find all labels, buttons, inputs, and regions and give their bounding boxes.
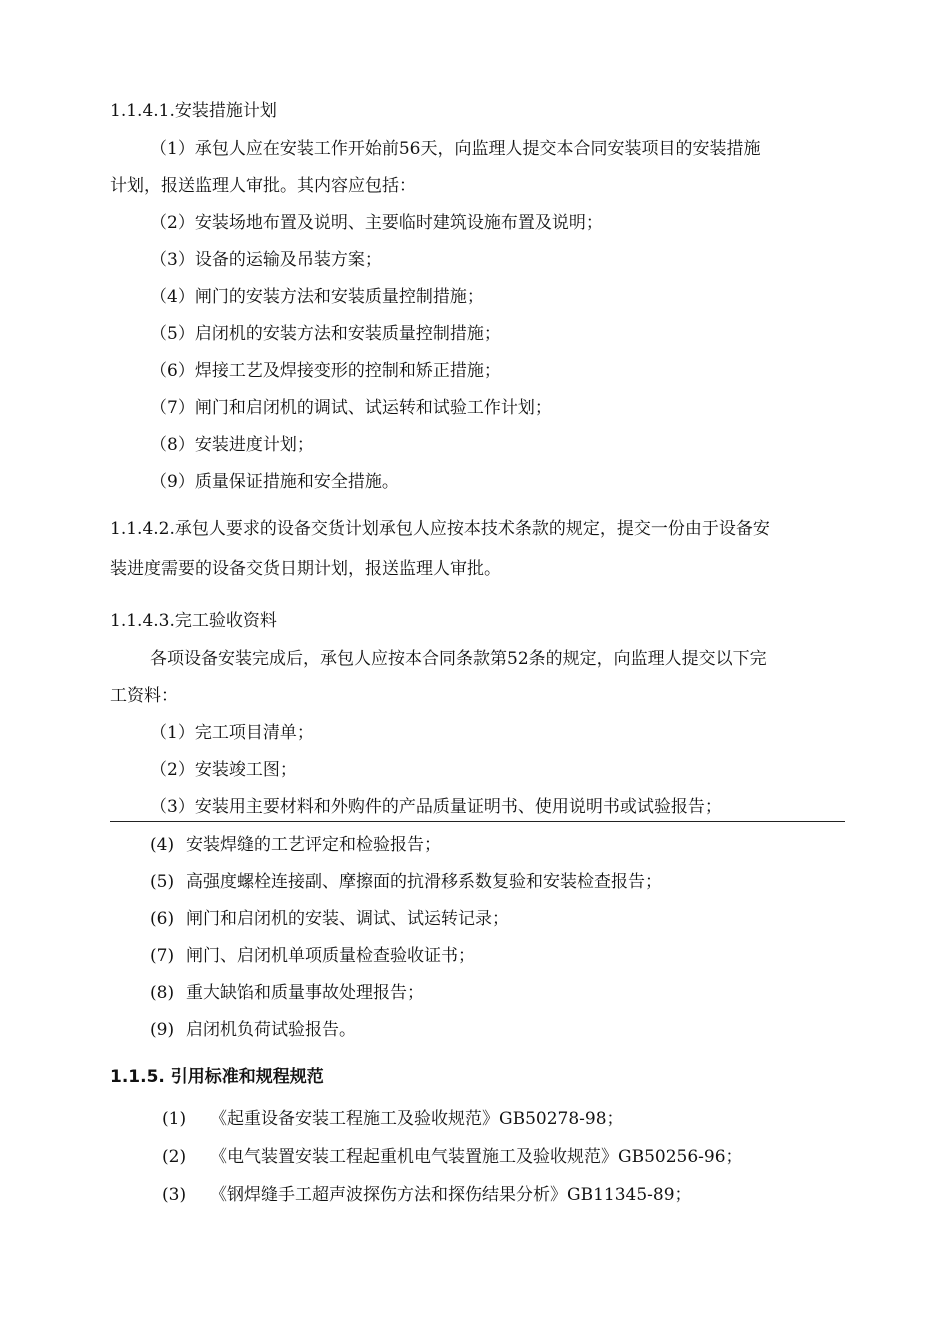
list-item: 闸门和启闭机的安装、调试、试运转记录； <box>186 909 509 929</box>
list-item-number: (6) <box>150 909 175 929</box>
list-item: 闸门、启闭机单项质量检查验收证书； <box>186 946 475 966</box>
list-item: 重大缺馅和质量事故处理报告； <box>186 983 424 1003</box>
section-heading-1141: 1.1.4.1.安装措施计划 <box>110 101 277 121</box>
list-item-number: (9) <box>150 1020 175 1040</box>
list-item: 启闭机负荷试验报告。 <box>186 1020 356 1040</box>
section-heading-1143: 1.1.4.3.完工验收资料 <box>110 611 277 631</box>
reference-item: 《电气装置安装工程起重机电气装置施工及验收规范》GB50256-96； <box>210 1147 743 1167</box>
list-item-number: (5) <box>150 872 175 892</box>
paragraph-line: 各项设备安装完成后，承包人应按本合同条款第52条的规定，向监理人提交以下完 <box>150 649 767 669</box>
list-item: （7）闸门和启闭机的调试、试运转和试验工作计划； <box>150 398 552 418</box>
reference-item: 《起重设备安装工程施工及验收规范》GB50278-98； <box>210 1109 624 1129</box>
paragraph-line: 计划，报送监理人审批。其内容应包括： <box>110 176 416 196</box>
list-item: （3）安装用主要材料和外购件的产品质量证明书、使用说明书或试验报告； <box>150 797 722 817</box>
list-item: （3）设备的运输及吊装方案； <box>150 250 382 270</box>
list-item-number: (8) <box>150 983 175 1003</box>
list-item: 安装焊缝的工艺评定和检验报告； <box>186 835 441 855</box>
reference-item: 《钢焊缝手工超声波探伤方法和探伤结果分析》GB11345-89； <box>210 1185 692 1205</box>
list-item-number: (7) <box>150 946 175 966</box>
reference-number: (3) <box>162 1185 187 1205</box>
paragraph-line: （1）承包人应在安装工作开始前56天，向监理人提交本合同安装项目的安装措施 <box>150 139 761 159</box>
list-item-number: (4) <box>150 835 175 855</box>
paragraph-line: 工资料： <box>110 686 178 706</box>
list-item: （8）安装进度计划； <box>150 435 314 455</box>
list-item: （1）完工项目清单； <box>150 723 314 743</box>
list-item: （6）焊接工艺及焊接变形的控制和矫正措施； <box>150 361 501 381</box>
list-item: （5）启闭机的安装方法和安装质量控制措施； <box>150 324 501 344</box>
reference-number: (2) <box>162 1147 187 1167</box>
list-item: （2）安装场地布置及说明、主要临时建筑设施布置及说明； <box>150 213 603 233</box>
list-item: （2）安装竣工图； <box>150 760 297 780</box>
list-item: 高强度螺栓连接副、摩擦面的抗滑移系数复验和安装检查报告； <box>186 872 662 892</box>
paragraph-line: 装进度需要的设备交货日期计划，报送监理人审批。 <box>110 559 501 579</box>
reference-number: (1) <box>162 1109 187 1129</box>
horizontal-divider <box>110 821 845 822</box>
list-item: （4）闸门的安装方法和安装质量控制措施； <box>150 287 484 307</box>
list-item: （9）质量保证措施和安全措施。 <box>150 472 399 492</box>
paragraph-line: 1.1.4.2.承包人要求的设备交货计划承包人应按本技术条款的规定，提交一份由于设备安 <box>110 519 770 539</box>
section-heading-115: 1.1.5. 引用标准和规程规范 <box>110 1067 324 1087</box>
